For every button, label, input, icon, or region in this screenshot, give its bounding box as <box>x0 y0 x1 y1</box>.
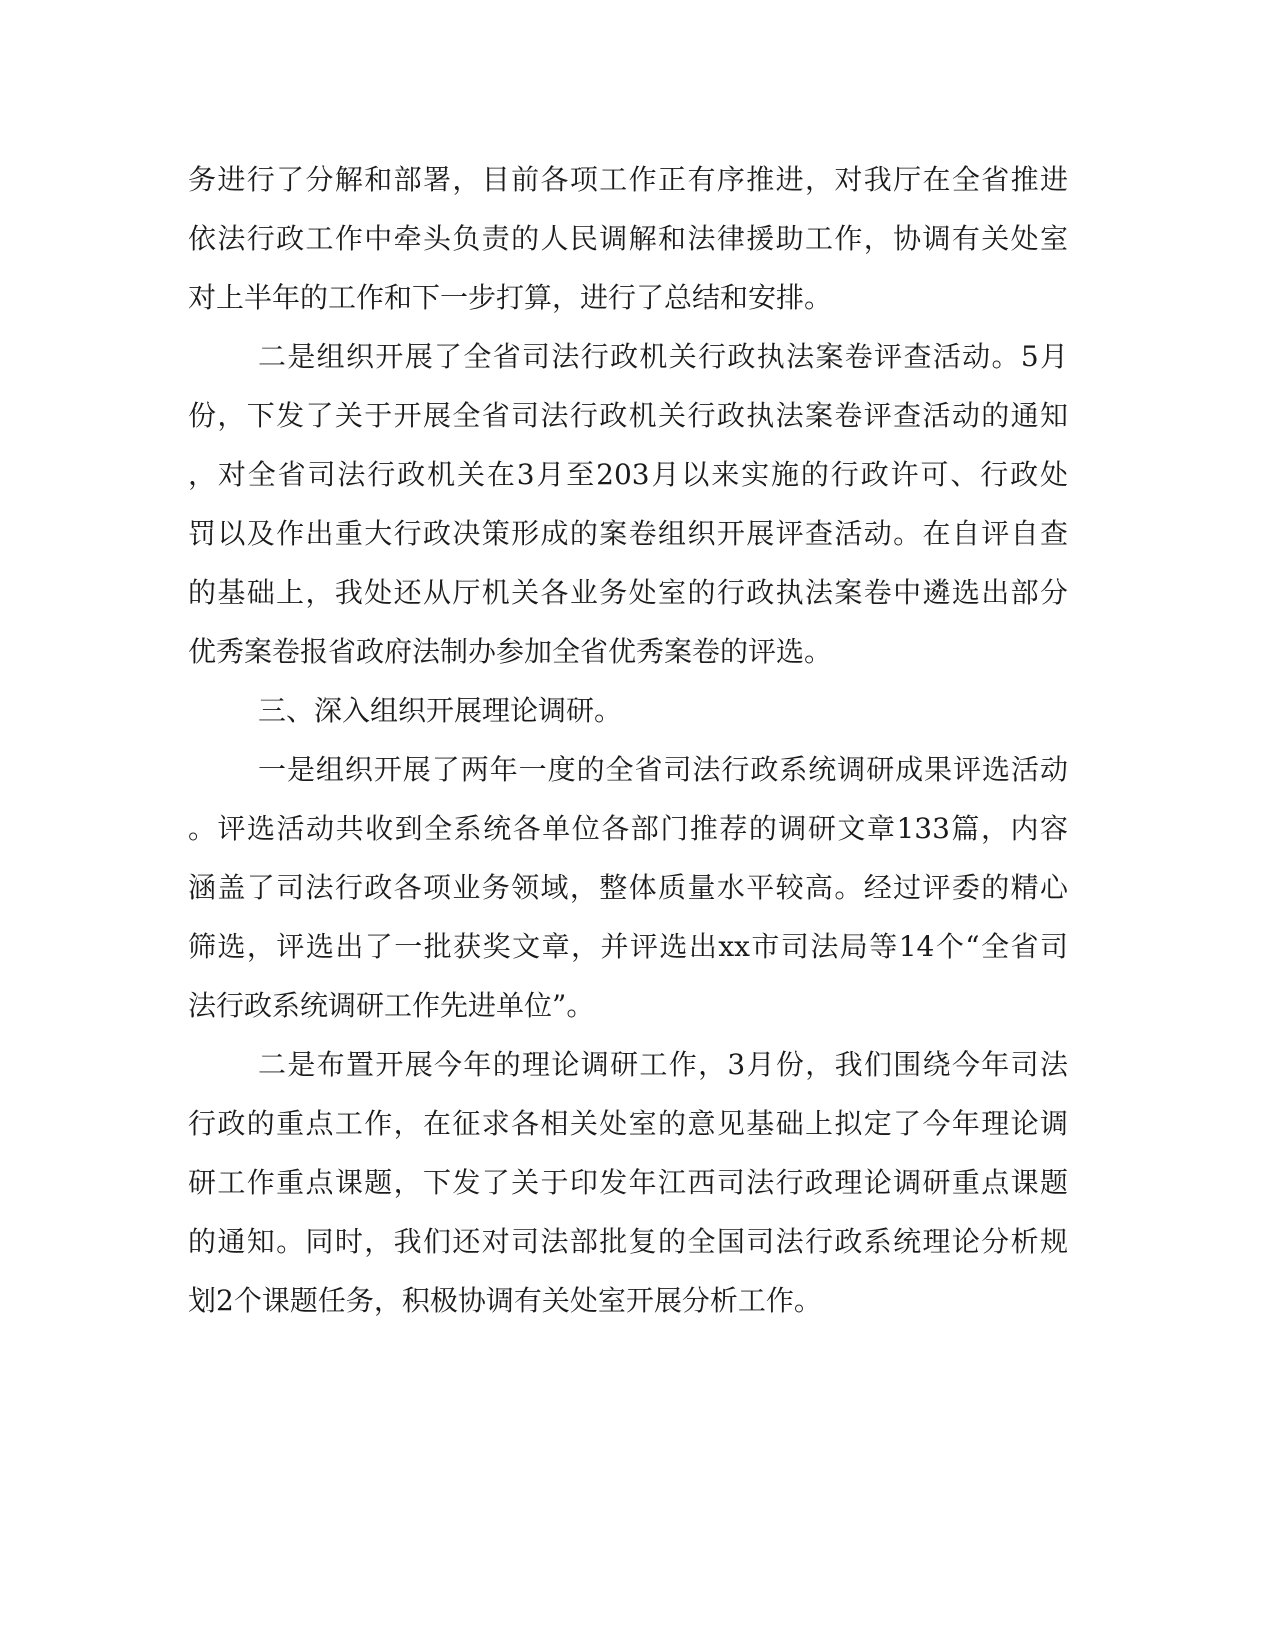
text-line: 二是组织开展了全省司法行政机关行政执法案卷评查活动。5月 <box>258 340 1068 373</box>
text-line: 对上半年的工作和下一步打算，进行了总结和安排。 <box>188 281 833 314</box>
text-line: 研工作重点课题，下发了关于印发年江西司法行政理论调研重点课题 <box>188 1166 1068 1199</box>
text-line: 务进行了分解和部署，目前各项工作正有序推进，对我厅在全省推进 <box>188 163 1068 196</box>
text-line: 份，下发了关于开展全省司法行政机关行政执法案卷评查活动的通知 <box>188 399 1068 432</box>
text-line: 划2个课题任务，积极协调有关处室开展分析工作。 <box>188 1284 822 1317</box>
text-line: 一是组织开展了两年一度的全省司法行政系统调研成果评选活动 <box>258 753 1068 786</box>
text-line: ，对全省司法行政机关在3月至203月以来实施的行政许可、行政处 <box>188 458 1068 491</box>
text-line: 法行政系统调研工作先进单位”。 <box>188 989 595 1022</box>
text-line: 优秀案卷报省政府法制办参加全省优秀案卷的评选。 <box>188 635 833 668</box>
text-line: 行政的重点工作，在征求各相关处室的意见基础上拟定了今年理论调 <box>188 1107 1068 1140</box>
text-line: 依法行政工作中牵头负责的人民调解和法律援助工作，协调有关处室 <box>188 222 1068 255</box>
text-line: 二是布置开展今年的理论调研工作，3月份，我们围绕今年司法 <box>258 1048 1068 1081</box>
text-line: 的基础上，我处还从厅机关各业务处室的行政执法案卷中遴选出部分 <box>188 576 1068 609</box>
text-line: 的通知。同时，我们还对司法部批复的全国司法行政系统理论分析规 <box>188 1225 1068 1258</box>
text-line: 罚以及作出重大行政决策形成的案卷组织开展评查活动。在自评自查 <box>188 517 1068 550</box>
section-heading: 三、深入组织开展理论调研。 <box>258 694 623 727</box>
text-line: 筛选，评选出了一批获奖文章，并评选出xx市司法局等14个“全省司 <box>188 930 1068 963</box>
text-line: 。评选活动共收到全系统各单位各部门推荐的调研文章133篇，内容 <box>188 812 1068 845</box>
text-line: 涵盖了司法行政各项业务领域，整体质量水平较高。经过评委的精心 <box>188 871 1068 904</box>
